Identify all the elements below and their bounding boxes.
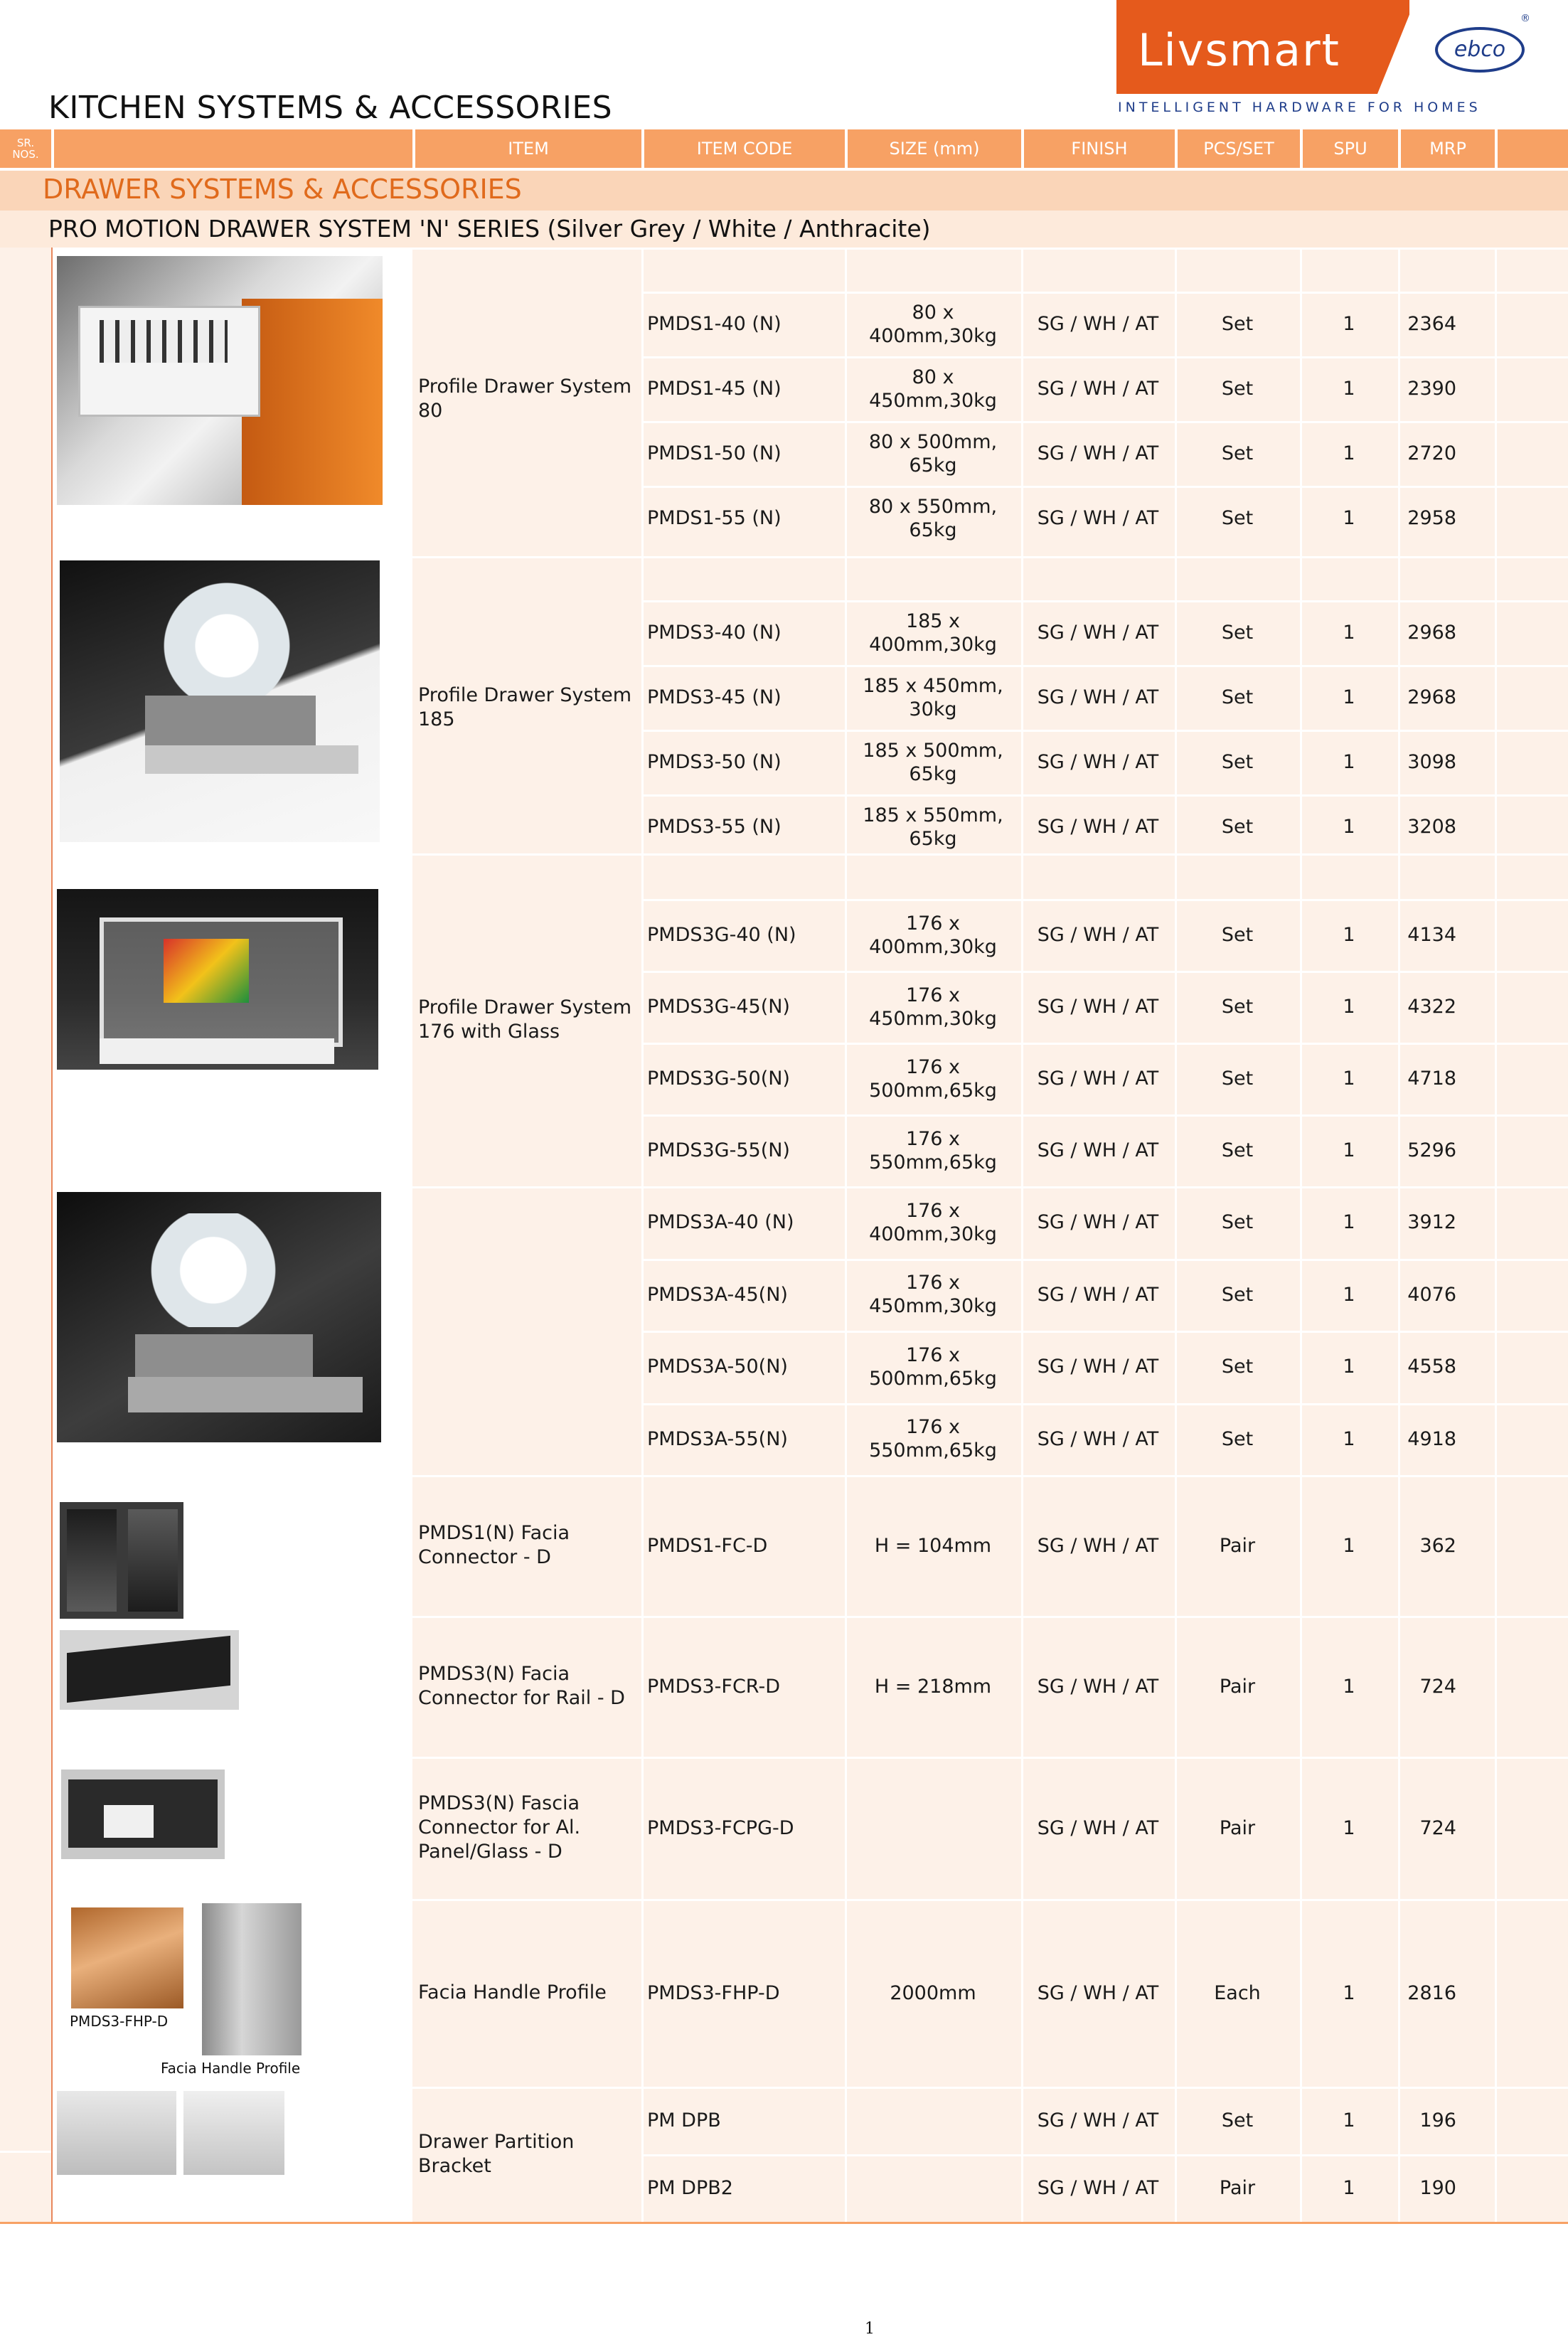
- product-image-pmds3a: [57, 1192, 381, 1442]
- item-spu: 1: [1343, 507, 1355, 529]
- item-mrp: 5296: [1407, 1139, 1456, 1161]
- item-size: 80 x 500mm, 65kg: [868, 430, 998, 477]
- item-pcs: Set: [1221, 507, 1254, 529]
- item-code: PMDS3-FCR-D: [647, 1675, 781, 1698]
- item-size: 185 x 550mm, 65kg: [863, 804, 1003, 850]
- item-finish: SG / WH / AT: [1037, 1981, 1159, 2004]
- product-image-facia-handle-silver: [202, 1903, 302, 2055]
- col-header-mrp: MRP: [1398, 129, 1495, 168]
- item-spu: 1: [1343, 2177, 1355, 2199]
- item-finish: SG / WH / AT: [1037, 1816, 1159, 1839]
- item-code: PMDS3-FCPG-D: [647, 1816, 794, 1839]
- item-finish: SG / WH / AT: [1037, 1139, 1159, 1161]
- item-code: PM DPB: [647, 2109, 721, 2132]
- item-code: PMDS3A-40 (N): [647, 1211, 794, 1234]
- item-mrp: 362: [1419, 1534, 1456, 1557]
- item-spu: 1: [1343, 1534, 1355, 1557]
- column-bg-sr: [0, 248, 51, 2222]
- item-pcs: Pair: [1219, 1816, 1256, 1839]
- item-code: PMDS3G-50(N): [647, 1068, 790, 1090]
- item-size: 80 x 400mm,30kg: [869, 301, 997, 347]
- item-mrp: 724: [1419, 1675, 1456, 1698]
- product-image-pmds3g: [57, 889, 378, 1070]
- item-code: PMDS1-40 (N): [647, 313, 782, 335]
- product-image-facia-connector-rail: [60, 1630, 239, 1710]
- item-size: 185 x 450mm, 30kg: [863, 674, 1003, 720]
- item-mrp: 2390: [1407, 378, 1456, 400]
- item-finish: SG / WH / AT: [1037, 2109, 1159, 2132]
- item-spu: 1: [1343, 924, 1355, 946]
- item-mrp: 196: [1419, 2109, 1456, 2132]
- brand-tagline: INTELLIGENT HARDWARE FOR HOMES: [1118, 100, 1481, 115]
- item-pcs: Set: [1221, 313, 1254, 335]
- item-size: 176 x 450mm,30kg: [869, 984, 997, 1030]
- item-spu: 1: [1343, 2109, 1355, 2132]
- item-pcs: Set: [1221, 442, 1254, 464]
- item-spu: 1: [1343, 1211, 1355, 1234]
- item-code: PMDS3G-40 (N): [647, 924, 796, 946]
- item-size: H = 104mm: [874, 1534, 992, 1557]
- item-spu: 1: [1343, 442, 1355, 464]
- item-spu: 1: [1343, 1283, 1355, 1306]
- item-mrp: 4322: [1407, 996, 1456, 1018]
- product-image-partition-bracket-1: [57, 2091, 176, 2175]
- item-pcs: Set: [1221, 686, 1254, 708]
- col-header-spu: SPU: [1300, 129, 1398, 168]
- item-pcs: Pair: [1219, 1675, 1256, 1698]
- item-finish: SG / WH / AT: [1037, 622, 1159, 644]
- column-bg-end: [1495, 248, 1568, 2222]
- item-finish: SG / WH / AT: [1037, 924, 1159, 946]
- item-code: PMDS1-FC-D: [647, 1534, 768, 1557]
- item-size: 185 x 400mm,30kg: [869, 610, 997, 656]
- table-bottom-border: [0, 2222, 1568, 2224]
- item-mrp: 4076: [1407, 1283, 1456, 1306]
- item-finish: SG / WH / AT: [1037, 686, 1159, 708]
- item-pcs: Set: [1221, 1356, 1254, 1378]
- item-finish: SG / WH / AT: [1037, 816, 1159, 838]
- item-mrp: 2816: [1407, 1981, 1456, 2004]
- item-spu: 1: [1343, 996, 1355, 1018]
- item-finish: SG / WH / AT: [1037, 2177, 1159, 2199]
- item-code: PMDS3-45 (N): [647, 686, 782, 708]
- item-pcs: Set: [1221, 1068, 1254, 1090]
- item-size: 2000mm: [890, 1981, 976, 2004]
- item-mrp: 2364: [1407, 313, 1456, 335]
- item-spu: 1: [1343, 1139, 1355, 1161]
- col-header-item: ITEM: [412, 129, 641, 168]
- item-spu: 1: [1343, 1981, 1355, 2004]
- item-size: 176 x 500mm,65kg: [869, 1343, 997, 1390]
- item-mrp: 2958: [1407, 507, 1456, 529]
- item-name: Profile Drawer System 185: [418, 684, 632, 730]
- product-image-fascia-connector-panel: [61, 1769, 225, 1859]
- item-pcs: Set: [1221, 622, 1254, 644]
- item-finish: SG / WH / AT: [1037, 1068, 1159, 1090]
- column-divider: [1495, 248, 1497, 2222]
- item-size: 176 x 550mm,65kg: [869, 1127, 997, 1174]
- item-finish: SG / WH / AT: [1037, 313, 1159, 335]
- item-code: PMDS3A-55(N): [647, 1427, 788, 1450]
- item-finish: SG / WH / AT: [1037, 1675, 1159, 1698]
- col-header-image: [51, 129, 412, 168]
- item-code: PMDS3G-45(N): [647, 996, 790, 1018]
- page-number: 1: [865, 2320, 875, 2338]
- image-caption-name: Facia Handle Profile: [161, 2060, 301, 2077]
- item-pcs: Set: [1221, 816, 1254, 838]
- item-pcs: Set: [1221, 1283, 1254, 1306]
- item-code: PMDS1-50 (N): [647, 442, 782, 464]
- item-code: PM DPB2: [647, 2177, 733, 2199]
- item-size: 80 x 450mm,30kg: [869, 366, 997, 412]
- item-mrp: 190: [1419, 2177, 1456, 2199]
- item-spu: 1: [1343, 816, 1355, 838]
- item-size: 176 x 400mm,30kg: [869, 1199, 997, 1245]
- item-pcs: Set: [1221, 996, 1254, 1018]
- item-pcs: Set: [1221, 1427, 1254, 1450]
- item-mrp: 2968: [1407, 686, 1456, 708]
- item-finish: SG / WH / AT: [1037, 1211, 1159, 1234]
- col-header-code: ITEM CODE: [641, 129, 845, 168]
- item-mrp: 3208: [1407, 816, 1456, 838]
- item-pcs: Pair: [1219, 1534, 1256, 1557]
- page-title: KITCHEN SYSTEMS & ACCESSORIES: [48, 90, 613, 126]
- item-finish: SG / WH / AT: [1037, 1427, 1159, 1450]
- item-name: Profile Drawer System 176 with Glass: [418, 996, 632, 1043]
- col-header-finish: FINISH: [1021, 129, 1175, 168]
- item-mrp: 4718: [1407, 1068, 1456, 1090]
- product-image-facia-connector-1: [60, 1502, 183, 1619]
- item-size: 80 x 550mm, 65kg: [868, 495, 998, 541]
- item-name: PMDS1(N) Facia Connector - D: [418, 1522, 570, 1568]
- item-mrp: 4134: [1407, 924, 1456, 946]
- item-finish: SG / WH / AT: [1037, 507, 1159, 529]
- item-code: PMDS3A-50(N): [647, 1356, 788, 1378]
- item-size: [845, 2087, 1021, 2154]
- item-pcs: Set: [1221, 751, 1254, 773]
- item-spu: 1: [1343, 751, 1355, 773]
- item-spu: 1: [1343, 1427, 1355, 1450]
- item-mrp: 3912: [1407, 1211, 1456, 1234]
- item-pcs: Pair: [1219, 2177, 1256, 2199]
- item-size: 176 x 550mm,65kg: [869, 1416, 997, 1462]
- item-code: PMDS3-FHP-D: [647, 1981, 780, 2004]
- item-name: Drawer Partition Bracket: [418, 2131, 575, 2177]
- item-code: PMDS3-55 (N): [647, 816, 782, 838]
- item-code: PMDS3G-55(N): [647, 1139, 790, 1161]
- registered-icon: ®: [1520, 13, 1530, 24]
- item-code: PMDS1-55 (N): [647, 507, 782, 529]
- item-mrp: 3098: [1407, 751, 1456, 773]
- item-pcs: Set: [1221, 2109, 1254, 2132]
- product-image-pmds3: [60, 560, 380, 842]
- item-code: PMDS3-50 (N): [647, 751, 782, 773]
- item-spu: 1: [1343, 622, 1355, 644]
- col-header-sr: SR. NOS.: [0, 129, 51, 168]
- item-size: 176 x 500mm,65kg: [869, 1055, 997, 1102]
- item-finish: SG / WH / AT: [1037, 996, 1159, 1018]
- item-size: 176 x 400mm,30kg: [869, 912, 997, 958]
- item-mrp: 724: [1419, 1816, 1456, 1839]
- section-title: DRAWER SYSTEMS & ACCESSORIES: [43, 174, 522, 205]
- item-spu: 1: [1343, 1675, 1355, 1698]
- item-finish: SG / WH / AT: [1037, 1283, 1159, 1306]
- item-code: PMDS3A-45(N): [647, 1283, 788, 1306]
- brand-logo: [1116, 0, 1529, 94]
- column-separator: [51, 248, 53, 2222]
- item-finish: SG / WH / AT: [1037, 1534, 1159, 1557]
- partner-logo: ebco: [1435, 27, 1525, 73]
- product-image-pmds1: [57, 256, 383, 505]
- item-mrp: 2968: [1407, 622, 1456, 644]
- item-spu: 1: [1343, 1068, 1355, 1090]
- item-size: 176 x 450mm,30kg: [869, 1272, 997, 1318]
- subsection-title: PRO MOTION DRAWER SYSTEM 'N' SERIES (Silver Grey / White / Anthracite): [48, 215, 931, 243]
- item-size: 185 x 500mm, 65kg: [863, 739, 1003, 785]
- item-code: PMDS1-45 (N): [647, 378, 782, 400]
- col-header-pcs: PCS/SET: [1175, 129, 1300, 168]
- item-mrp: 4918: [1407, 1427, 1456, 1450]
- col-header-size: SIZE (mm): [845, 129, 1021, 168]
- item-mrp: 2720: [1407, 442, 1456, 464]
- item-pcs: Set: [1221, 1211, 1254, 1234]
- item-spu: 1: [1343, 1816, 1355, 1839]
- brand-name: Livsmart: [1138, 24, 1340, 76]
- item-pcs: Set: [1221, 1139, 1254, 1161]
- item-pcs: Set: [1221, 924, 1254, 946]
- sr-divider: [0, 2151, 51, 2153]
- item-spu: 1: [1343, 313, 1355, 335]
- item-finish: SG / WH / AT: [1037, 1356, 1159, 1378]
- item-name: PMDS3(N) Fascia Connector for Al. Panel/Glass - D: [418, 1792, 581, 1863]
- item-code: PMDS3-40 (N): [647, 622, 782, 644]
- product-image-facia-handle-bronze: [71, 1907, 183, 2008]
- item-pcs: Each: [1214, 1981, 1261, 2004]
- product-image-partition-bracket-2: [183, 2091, 284, 2175]
- item-size: [845, 2154, 1021, 2222]
- item-spu: 1: [1343, 1356, 1355, 1378]
- image-caption-code: PMDS3-FHP-D: [70, 2013, 169, 2030]
- item-name: [412, 1186, 637, 1475]
- item-size: H = 218mm: [874, 1675, 992, 1698]
- item-spu: 1: [1343, 686, 1355, 708]
- item-spu: 1: [1343, 378, 1355, 400]
- item-name: Profile Drawer System 80: [418, 376, 632, 422]
- item-name: Facia Handle Profile: [418, 1981, 607, 2003]
- item-name: PMDS3(N) Facia Connector for Rail - D: [418, 1663, 625, 1709]
- item-size: [845, 1757, 1021, 1899]
- item-mrp: 4558: [1407, 1356, 1456, 1378]
- item-finish: SG / WH / AT: [1037, 751, 1159, 773]
- item-pcs: Set: [1221, 378, 1254, 400]
- col-header-blank: [1495, 129, 1568, 168]
- item-finish: SG / WH / AT: [1037, 378, 1159, 400]
- item-finish: SG / WH / AT: [1037, 442, 1159, 464]
